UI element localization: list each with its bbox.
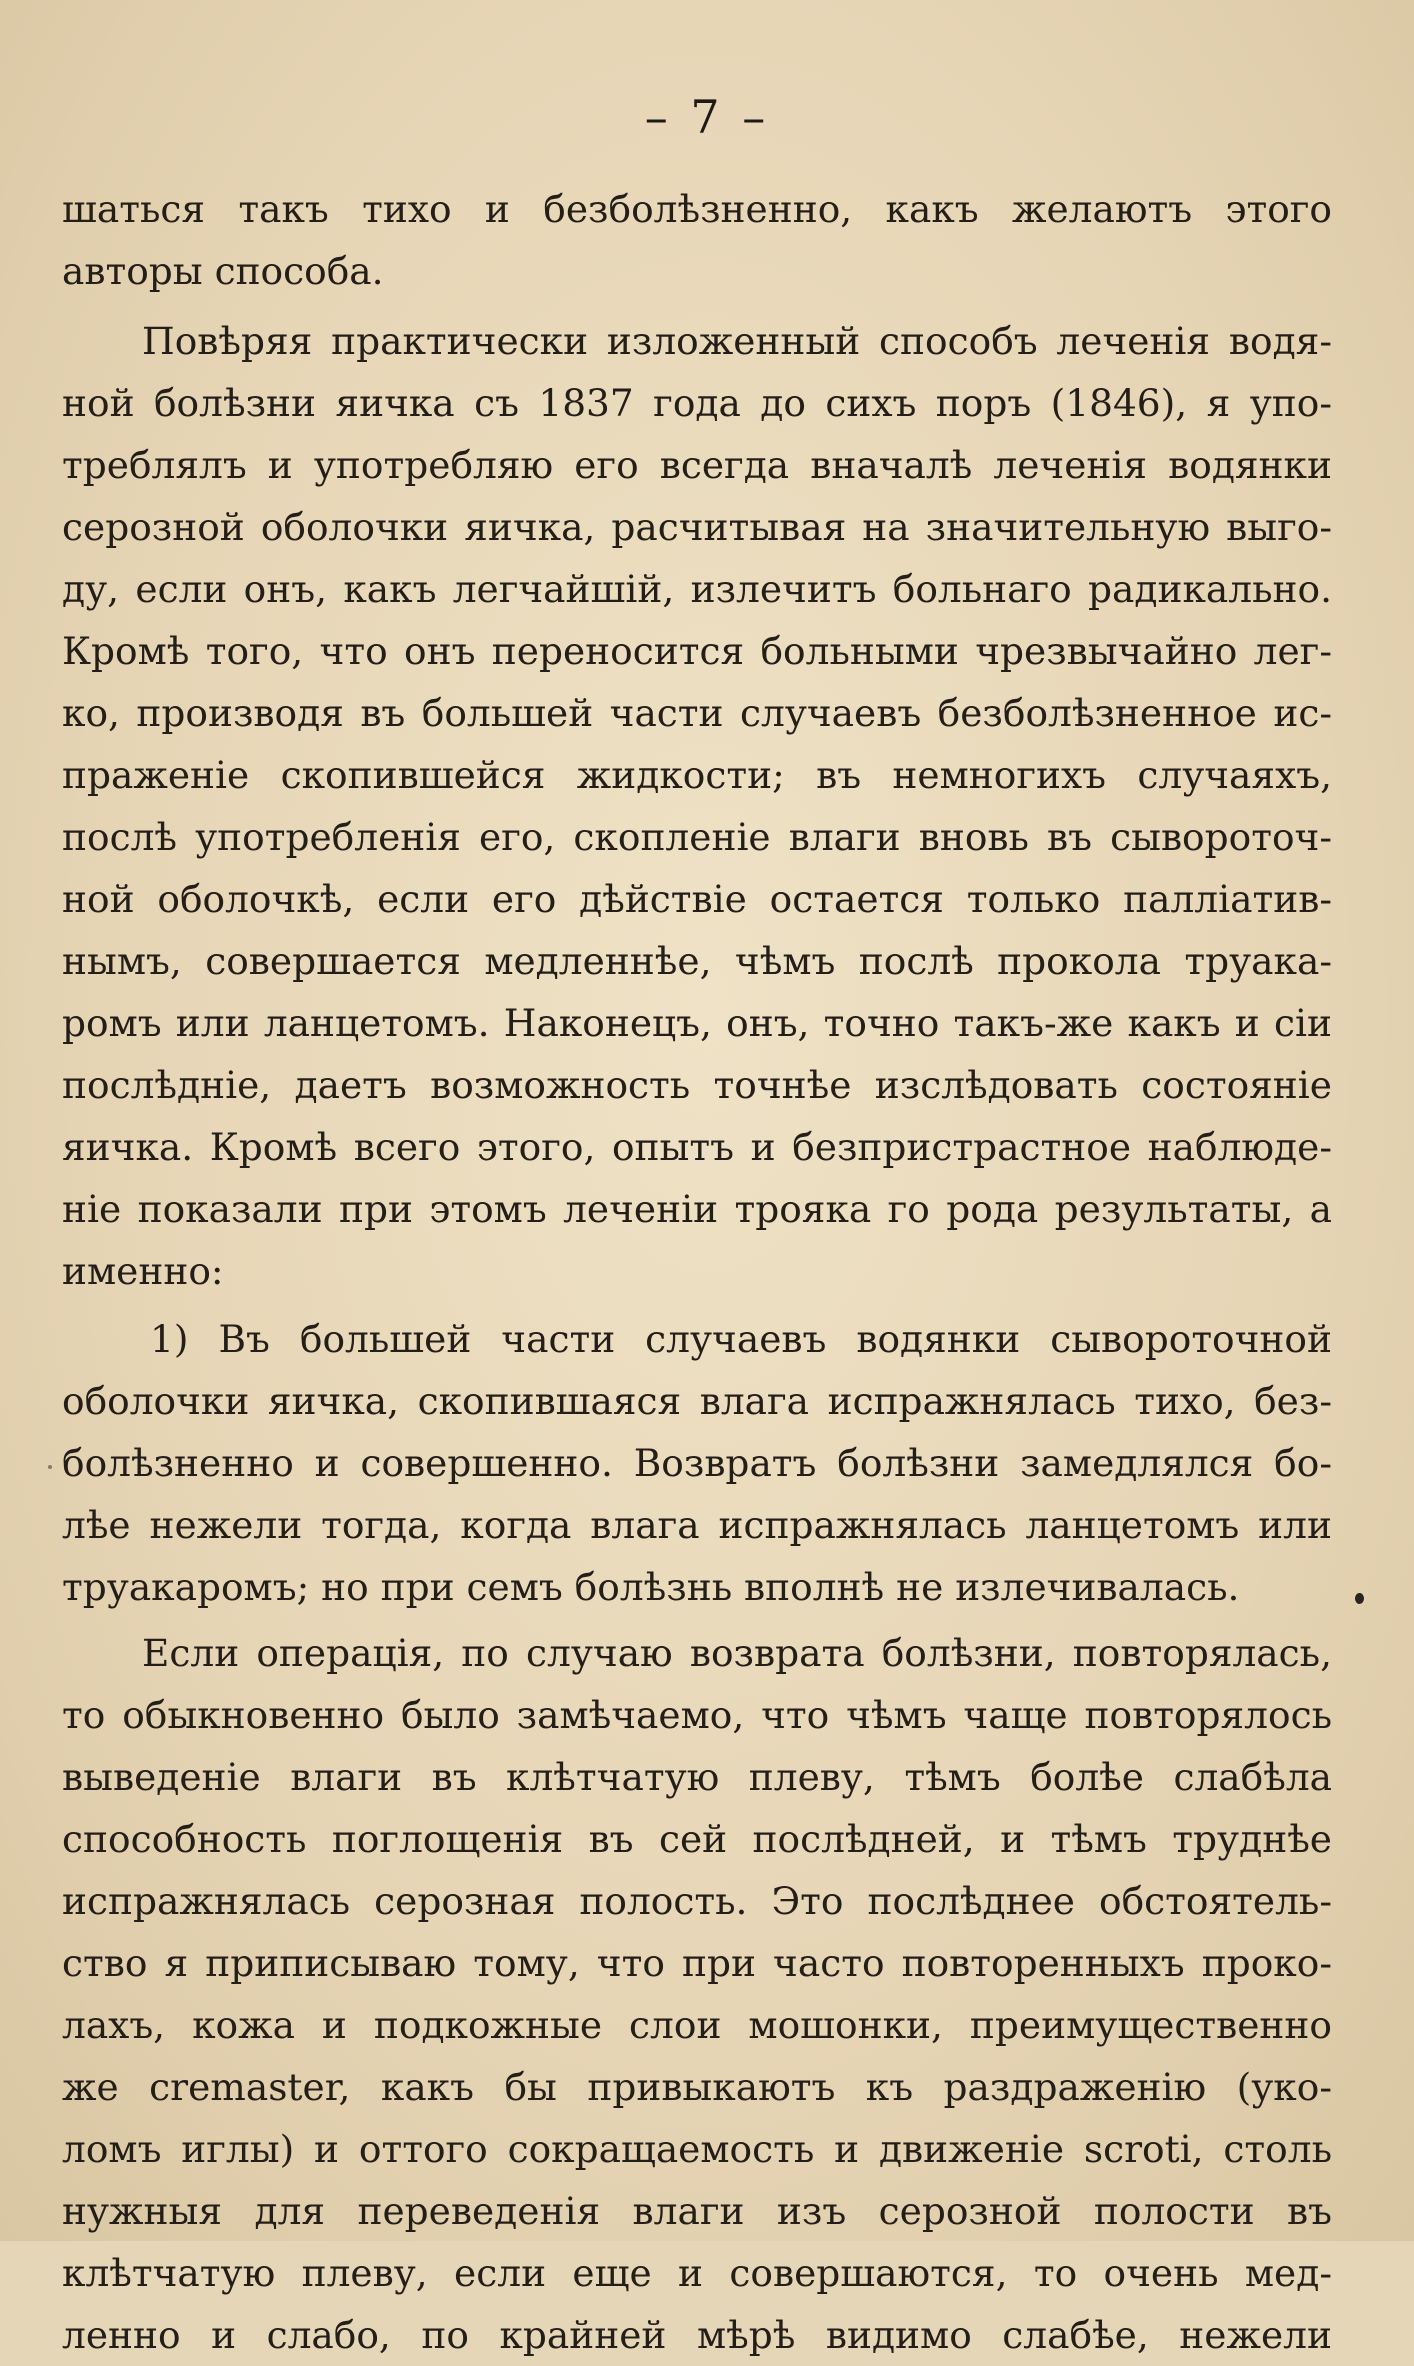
text-line: Кромѣ того, что онъ переносится больными чрезвычайно лег- [62, 629, 1332, 673]
text-line: Повѣряя практически изложенный способъ леченія водя- [142, 319, 1332, 363]
text-line: нужныя для переведенія влаги изъ серозной полости въ [62, 2189, 1332, 2233]
page-number: – 7 – [644, 90, 770, 144]
body-text [62, 178, 1332, 2366]
text-line: то обыкновенно было замѣчаемо, что чѣмъ чаще повторялось [62, 1693, 1332, 1737]
text-line: послѣдніе, даетъ возможность точнѣе изслѣдовать состояніе [62, 1063, 1332, 1107]
text-line: ной оболочкѣ, если его дѣйствіе остается только палліатив- [62, 877, 1332, 921]
text-line: лѣе нежели тогда, когда влага испражнялась ланцетомъ или [62, 1503, 1332, 1547]
text-line: ленно и слабо, по крайней мѣрѣ видимо слабѣе, нежели [62, 2313, 1332, 2357]
text-line: праженіе скопившейся жидкости; въ немногихъ случаяхъ, [62, 753, 1332, 797]
text-line: ромъ или ланцетомъ. Наконецъ, онъ, точно такъ-же какъ и сіи [62, 1001, 1332, 1045]
text-line: именно: [62, 1249, 224, 1293]
text-line: ніе показали при этомъ леченіи трояка го рода результаты, а [62, 1187, 1332, 1231]
text-line: послѣ употребленія его, скопленіе влаги вновь въ сывороточ- [62, 815, 1332, 859]
text-line: клѣтчатую плеву, если еще и совершаются, то очень мед- [62, 2251, 1332, 2295]
text-line: 1) Въ большей части случаевъ водянки сывороточной [150, 1317, 1332, 1361]
text-line: выведеніе влаги въ клѣтчатую плеву, тѣмъ болѣе слабѣла [62, 1755, 1332, 1799]
text-line: треблялъ и употребляю его всегда вначалѣ леченія водянки [62, 443, 1332, 487]
text-line: яичка. Кромѣ всего этого, опытъ и безпристрастное наблюде- [62, 1125, 1332, 1169]
text-line: ко, производя въ большей части случаевъ безболѣзненное ис- [62, 691, 1332, 735]
text-line: лахъ, кожа и подкожные слои мошонки, преимущественно [62, 2003, 1332, 2047]
text-line: испражнялась серозная полость. Это послѣднее обстоятель- [62, 1879, 1332, 1923]
text-line: ломъ иглы) и оттого сокращаемость и движеніе scroti, столь [62, 2127, 1332, 2171]
text-line: серозной оболочки яичка, расчитывая на значительную выго- [62, 505, 1332, 549]
text-line: болѣзненно и совершенно. Возвратъ болѣзни замедлялся бо- [62, 1441, 1332, 1485]
text-line: оболочки яичка, скопившаяся влага испражнялась тихо, без- [62, 1379, 1332, 1423]
ink-spot [48, 1465, 52, 1469]
text-line: ной болѣзни яичка съ 1837 года до сихъ поръ (1846), я упо- [62, 381, 1332, 425]
text-line: ду, если онъ, какъ легчайшій, излечитъ больнаго радикально. [62, 567, 1332, 611]
text-line: нымъ, совершается медленнѣе, чѣмъ послѣ прокола труака- [62, 939, 1332, 983]
text-line: Если операція, по случаю возврата болѣзни, повторялась, [142, 1631, 1332, 1675]
text-line: ство я приписываю тому, что при часто повторенныхъ проко- [62, 1941, 1332, 1985]
text-line: авторы способа. [62, 249, 384, 293]
text-line: труакаромъ; но при семъ болѣзнь вполнѣ не излечивалась. [62, 1565, 1240, 1609]
text-line: шаться такъ тихо и безболѣзненно, какъ желаютъ этого [62, 187, 1332, 231]
text-line: же cremaster, какъ бы привыкаютъ къ раздраженію (уко- [62, 2065, 1332, 2109]
ink-spot [1355, 1593, 1364, 1604]
text-line: способность поглощенія въ сей послѣдней, и тѣмъ труднѣе [62, 1817, 1332, 1861]
